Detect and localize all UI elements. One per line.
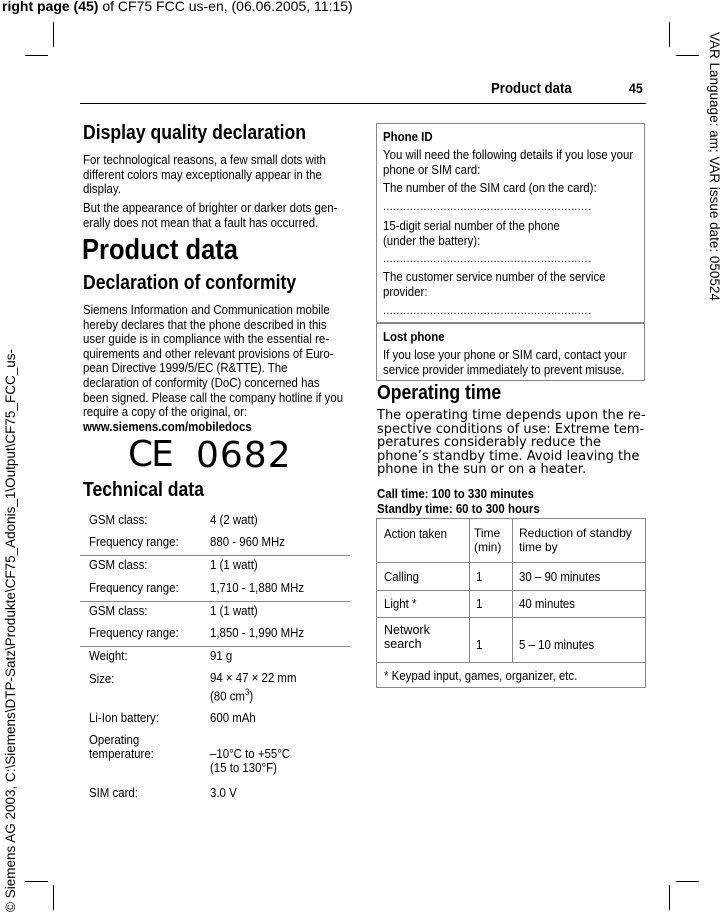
- tech-value: 4 (2 watt): [210, 512, 258, 527]
- tech-label: Frequency range:: [89, 625, 179, 640]
- display-quality-p2: [83, 201, 337, 230]
- technical-data-table: [80, 500, 350, 780]
- text-line: user guide is in compliance with the essential re-: [83, 331, 330, 347]
- tech-label: Frequency range:: [89, 534, 179, 549]
- text-line: declaration of conformity (DoC) concerned has: [83, 374, 320, 390]
- crop-mark: [53, 885, 54, 910]
- phone-id-box: [376, 123, 645, 323]
- text-line: quirements and other relevant provisions of Euro-: [83, 345, 334, 361]
- row-time: 1: [476, 637, 483, 652]
- sim-label: SIM card:: [89, 785, 138, 800]
- battery-label: Li-Ion battery:: [89, 710, 159, 725]
- tech-label: GSM class:: [89, 603, 148, 618]
- tech-value: 1 (1 watt): [210, 603, 258, 618]
- right-margin-text: VAR Language: am; VAR issue date: 050524: [707, 32, 722, 301]
- tech-label: GSM class:: [89, 557, 148, 572]
- crop-mark: [53, 22, 54, 47]
- text-line: hereby declares that the phone described in this: [83, 316, 327, 332]
- crop-mark: [676, 55, 699, 56]
- service-number-label: [383, 270, 606, 299]
- size-value: [210, 671, 296, 703]
- top-banner: [2, 0, 353, 14]
- lost-phone-title: Lost phone: [383, 329, 445, 344]
- product-data-title: Product data: [82, 234, 238, 266]
- temperature-label: [89, 733, 154, 761]
- ce-mark: CE: [128, 434, 172, 475]
- row-action: Network search: [384, 623, 430, 651]
- display-quality-p1: [83, 153, 326, 197]
- battery-value: 600 mAh: [210, 710, 256, 725]
- sim-number-blank: ..............................................................: [383, 201, 592, 213]
- row-reduction: 40 minutes: [519, 596, 575, 611]
- serial-number-label: [383, 219, 560, 248]
- table-divider: [80, 555, 350, 556]
- sim-number-label: The number of the SIM card (on the card):: [383, 180, 597, 195]
- row-time: 1: [476, 596, 483, 611]
- text-line: (15 to 130°F): [210, 760, 277, 775]
- text-line: –10°C to +55°C: [210, 746, 291, 761]
- table-divider: [80, 646, 350, 647]
- page-number: 45: [629, 80, 643, 96]
- text-line: peratures considerably reduce the: [377, 435, 601, 451]
- text-line: But the appearance of brighter or darker dots gen-: [83, 200, 338, 215]
- tech-label: Frequency range:: [89, 580, 179, 595]
- header-rule: [80, 103, 646, 104]
- text-line: erally does not mean that a fault has occurred.: [83, 214, 319, 230]
- text-line: For technological reasons, a few small dots with: [83, 152, 326, 167]
- service-number-blank: ..............................................................: [383, 305, 592, 317]
- row-action: Calling: [384, 569, 419, 584]
- text-line: Operating: [89, 732, 140, 747]
- col-header-time: Time (min): [474, 526, 502, 554]
- text-line: The operating time depends upon the re-: [377, 408, 646, 423]
- conformity-url[interactable]: www.siemens.com/mobiledocs: [83, 418, 252, 434]
- phone-id-intro: [383, 148, 633, 177]
- running-head-title: Product data: [491, 80, 572, 97]
- text-line: Siemens Information and Communication mobile: [83, 302, 330, 317]
- text-line: temperature:: [89, 746, 154, 761]
- standby-table: [376, 518, 646, 688]
- table-footnote: * Keypad input, games, organizer, etc.: [384, 668, 578, 683]
- display-quality-heading: Display quality declaration: [83, 122, 307, 144]
- text-line: display.: [83, 181, 121, 197]
- size-volume: (80 cm: [210, 688, 245, 704]
- sim-value: 3.0 V: [210, 785, 237, 800]
- operating-time-heading: Operating time: [377, 382, 502, 404]
- text-line: phone’s standby time. Avoid leaving the: [377, 448, 640, 464]
- col-header-reduction: Reduction of standby time by: [519, 526, 632, 554]
- banner-prefix: right page (45): [2, 0, 99, 14]
- weight-label: Weight:: [89, 648, 128, 663]
- tech-value: 1 (1 watt): [210, 557, 258, 572]
- text-line: service provider immediately to prevent misuse.: [383, 361, 625, 377]
- call-time: Call time: 100 to 330 minutes: [377, 486, 535, 501]
- row-time: 1: [476, 569, 483, 584]
- serial-number-blank: ..............................................................: [383, 253, 592, 265]
- table-row-divider: [377, 590, 645, 591]
- phone-id-title: Phone ID: [383, 129, 433, 144]
- text-line: require a copy of the original, or:: [83, 404, 248, 420]
- table-divider: [80, 601, 350, 602]
- left-margin-text: © Siemens AG 2003, C:\Siemens\DTP-Satz\Produkte\CF75_Adonis_1\Output\CF75_FCC_us-: [3, 349, 18, 912]
- tech-label: GSM class:: [89, 512, 148, 527]
- text-line: 15-digit serial number of the phone: [383, 218, 560, 233]
- text-line: pean Directive 1999/5/EC (R&TTE). The: [83, 360, 288, 376]
- text-line: spective conditions of use: Extreme tem-: [377, 421, 645, 437]
- text-line: phone or SIM card:: [383, 161, 481, 177]
- tech-value: 1,710 - 1,880 MHz: [210, 580, 305, 595]
- table-row-divider: [377, 562, 645, 563]
- crop-mark: [669, 22, 670, 47]
- technical-data-heading: Technical data: [83, 479, 204, 501]
- size-label: Size:: [89, 671, 115, 686]
- text-line: different colors may exceptionally appear in the: [83, 166, 322, 182]
- banner-info: of CF75 FCC us-en, (06.06.2005, 11:15): [98, 0, 353, 14]
- temperature-value: [210, 747, 290, 775]
- weight-value: 91 g: [210, 648, 233, 663]
- ce-number: 0682: [196, 435, 292, 476]
- text-line: (under the battery):: [383, 232, 481, 248]
- lost-phone-text: [383, 348, 627, 377]
- conformity-heading: Declaration of conformity: [83, 272, 297, 294]
- crop-mark: [676, 881, 699, 882]
- table-row-divider: [377, 662, 645, 663]
- operating-time-summary: [377, 487, 540, 516]
- standby-time: Standby time: 60 to 300 hours: [377, 500, 540, 516]
- lost-phone-box: [376, 323, 645, 381]
- size-volume-exponent: 3: [244, 687, 250, 697]
- text-line: You will need the following details if you lose your: [383, 147, 634, 162]
- text-line: provider:: [383, 283, 428, 299]
- table-row-divider: [377, 617, 645, 618]
- text-line: The customer service number of the service: [383, 269, 606, 284]
- size-volume-close: ): [249, 688, 254, 704]
- col-header-action: Action taken: [384, 526, 447, 541]
- crop-mark: [25, 55, 48, 56]
- conformity-text: [83, 303, 343, 434]
- text-line: been signed. Please call the company hotline if you: [83, 389, 344, 405]
- tech-value: 880 - 960 MHz: [210, 534, 286, 549]
- row-action: Light *: [384, 596, 417, 611]
- crop-mark: [669, 885, 670, 910]
- crop-mark: [25, 881, 48, 882]
- text-line: If you lose your phone or SIM card, contact your: [383, 347, 627, 362]
- operating-time-text: [377, 409, 646, 477]
- row-reduction: 30 – 90 minutes: [519, 569, 601, 584]
- tech-value: 1,850 - 1,990 MHz: [210, 625, 305, 640]
- row-reduction: 5 – 10 minutes: [519, 637, 595, 652]
- text-line: phone in the sun or on a heater.: [377, 462, 587, 478]
- size-dimensions: 94 × 47 × 22 mm: [210, 670, 297, 685]
